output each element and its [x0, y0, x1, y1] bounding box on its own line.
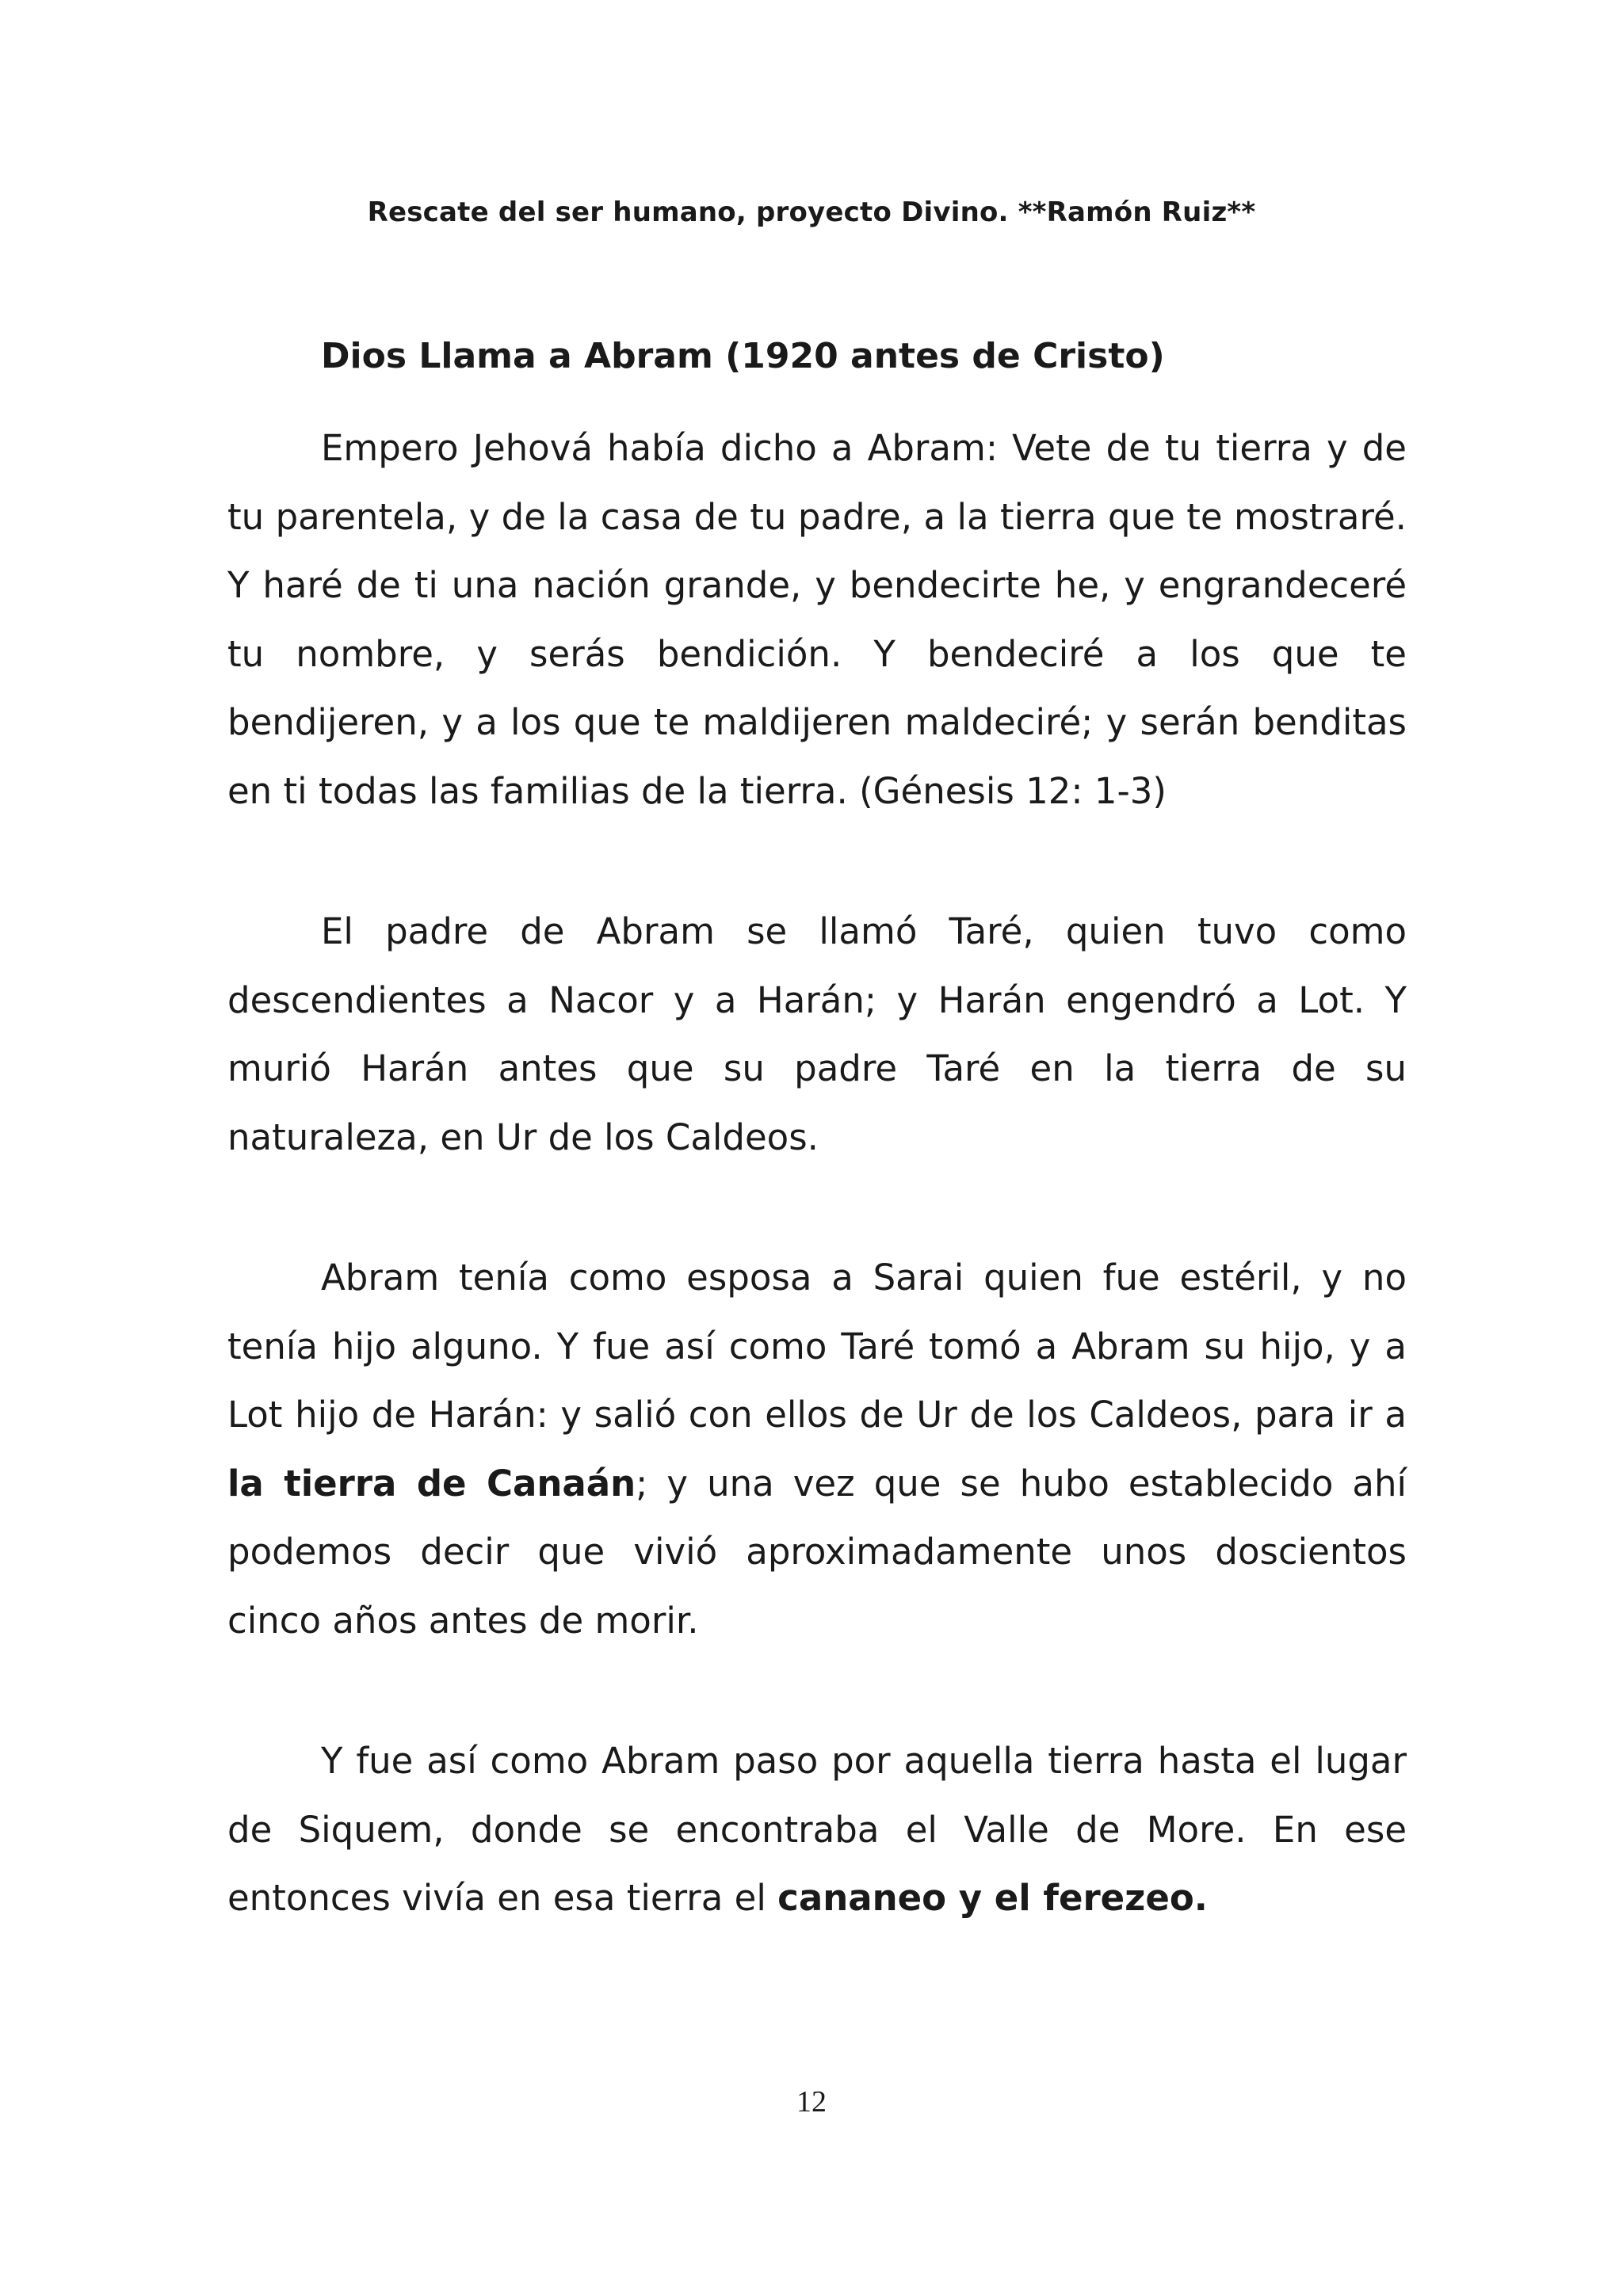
paragraph-text: ; y una vez que se hubo establecido ahí podemos decir que vivió aproximadamente unos doscientos cinco años antes de morir. — [227, 1462, 1407, 1642]
running-header: Rescate del ser humano, proyecto Divino. **Ramón Ruiz** — [367, 196, 1256, 228]
paragraph-abram-father: El padre de Abram se llamó Taré, quien tuvo como descendientes a Nacor y a Harán; y Harán engendró a Lot. Y murió Harán antes que su padre Taré en la tierra de su naturaleza, en Ur de los Caldeos. — [227, 910, 1407, 1158]
section-title: Dios Llama a Abram (1920 antes de Cristo) — [321, 336, 1165, 376]
paragraph-siquem — [227, 1727, 1407, 1933]
bold-phrase-cananeo: cananeo y el ferezeo. — [777, 1877, 1208, 1919]
paragraph-abram-wife — [227, 1244, 1407, 1655]
page-number: 12 — [796, 2085, 827, 2119]
paragraph-genesis-quote: Empero Jehová había dicho a Abram: Vete de tu tierra y de tu parentela, y de la casa de tu padre, a la tierra que te mostraré. Y haré de ti una nación grande, y bendecirte he, y engrandeceré tu nombre, y serás bendición. Y bendeciré a los que te bendijeren, y a los que te maldijeren maldeciré; y serán benditas en ti todas las familias de la tierra. (Génesis 12: 1-3) — [227, 427, 1407, 812]
paragraph-text: Y fue así como Abram paso por aquella tierra hasta el lugar de Siquem, donde se encontraba el Valle de More. En ese entonces vivía en esa tierra el — [227, 1740, 1407, 1919]
paragraph-text: Abram tenía como esposa a Sarai quien fue estéril, y no tenía hijo alguno. Y fue así como Taré tomó a Abram su hijo, y a Lot hijo de Harán: y salió con ellos de Ur de los Caldeos, para ir a — [227, 1257, 1407, 1436]
bold-phrase-canaan: la tierra de Canaán — [227, 1462, 636, 1505]
